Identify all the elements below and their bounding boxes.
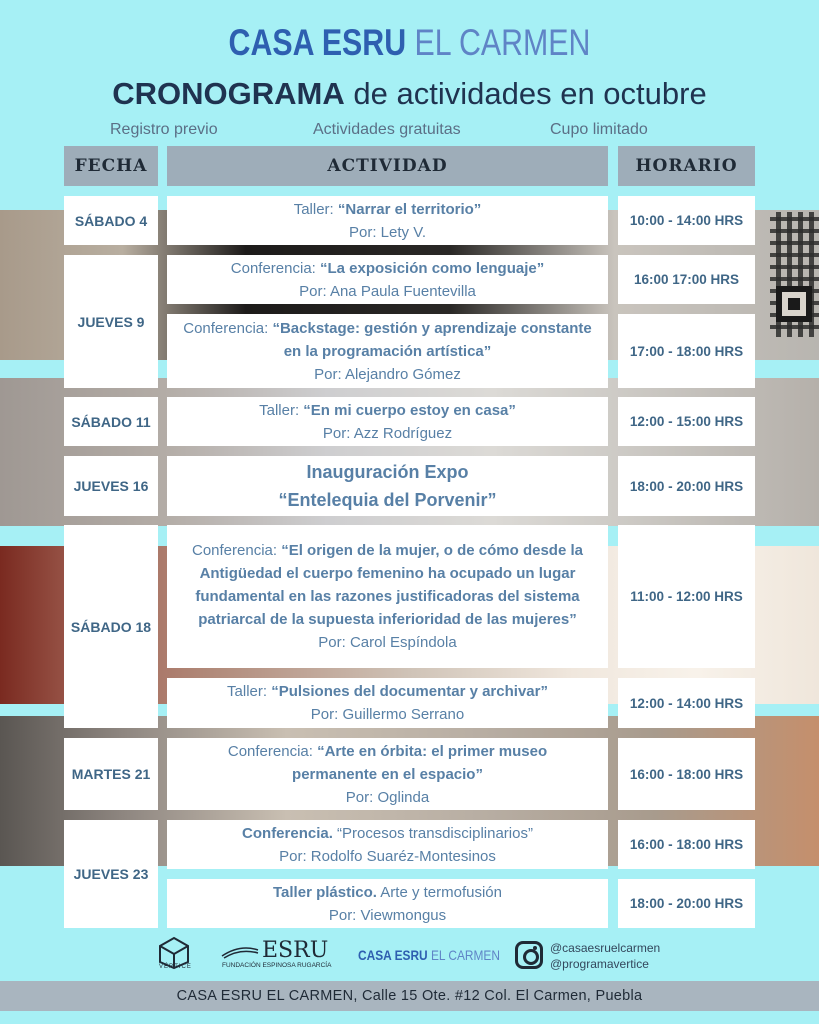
activity-cell: Conferencia: “La exposición como lenguaje” Por: Ana Paula Fuentevilla <box>167 255 608 304</box>
time-cell: 12:00 - 15:00 HRS <box>618 397 755 446</box>
title-rest: de actividades en octubre <box>353 76 707 111</box>
social-handle: @programavertice <box>550 957 649 971</box>
activity-cell: Taller: “En mi cuerpo estoy en casa” Por: Azz Rodríguez <box>167 397 608 446</box>
time-cell: 10:00 - 14:00 HRS <box>618 196 755 245</box>
date-cell: JUEVES 23 <box>64 820 158 928</box>
time-cell: 16:00 17:00 HRS <box>618 255 755 304</box>
note-registration: Registro previo <box>110 121 218 138</box>
date-cell: MARTES 21 <box>64 738 158 810</box>
brand-part1: CASA ESRU <box>228 22 407 63</box>
column-header-activity: ACTIVIDAD <box>167 146 608 186</box>
footer-brand: CASA ESRU EL CARMEN <box>358 947 500 963</box>
note-limited: Cupo limitado <box>550 121 648 138</box>
activity-cell: Conferencia: “El origen de la mujer, o de cómo desde la Antigüedad el cuerpo femenino ha ocupado un lugar fundamental en las razones justificadoras del sistema patriarcal de la supuesta inferioridad de las mujeres” Por: Carol Espíndola <box>167 525 608 668</box>
activity-cell: Taller: “Pulsiones del documentar y archivar” Por: Guillermo Serrano <box>167 678 608 728</box>
activity-cell: Conferencia: “Arte en órbita: el primer museo permanente en el espacio” Por: Oglinda <box>167 738 608 810</box>
time-cell: 18:00 - 20:00 HRS <box>618 879 755 928</box>
instagram-icon <box>515 941 543 969</box>
date-cell: SÁBADO 18 <box>64 525 158 728</box>
activity-cell: Conferencia. “Procesos transdisciplinarios” Por: Rodolfo Suaréz-Montesinos <box>167 820 608 869</box>
date-cell: JUEVES 16 <box>64 456 158 516</box>
esru-swoosh-icon <box>220 942 260 960</box>
time-cell: 16:00 - 18:00 HRS <box>618 738 755 810</box>
time-cell: 17:00 - 18:00 HRS <box>618 314 755 388</box>
time-cell: 16:00 - 18:00 HRS <box>618 820 755 869</box>
note-free: Actividades gratuitas <box>313 121 461 138</box>
date-cell: JUEVES 9 <box>64 255 158 388</box>
column-header-time: HORARIO <box>618 146 755 186</box>
time-cell: 12:00 - 14:00 HRS <box>618 678 755 728</box>
esru-subtitle: FUNDACIÓN ESPINOSA RUGARCÍA <box>222 962 332 969</box>
time-cell: 11:00 - 12:00 HRS <box>618 525 755 668</box>
activity-cell: Taller plástico. Arte y termofusión Por: Viewmongus <box>167 879 608 928</box>
time-cell: 18:00 - 20:00 HRS <box>618 456 755 516</box>
date-cell: SÁBADO 11 <box>64 397 158 446</box>
address-bar: CASA ESRU EL CARMEN, Calle 15 Ote. #12 Col. El Carmen, Puebla <box>0 981 819 1011</box>
activity-cell: Conferencia: “Backstage: gestión y aprendizaje constante en la programación artística” Por: Alejandro Gómez <box>167 314 608 388</box>
esru-logo: ESRU <box>262 938 329 963</box>
page-title <box>0 76 819 112</box>
vertice-label: VÉRTICE <box>159 964 192 970</box>
brand-part2: EL CARMEN <box>414 22 591 63</box>
qr-finder-icon <box>776 286 812 322</box>
brand-title <box>74 22 746 64</box>
date-cell: SÁBADO 4 <box>64 196 158 245</box>
social-handle: @casaesruelcarmen <box>550 941 661 955</box>
column-header-date: FECHA <box>64 146 158 186</box>
activity-cell: Taller: “Narrar el territorio” Por: Lety V. <box>167 196 608 245</box>
title-bold: CRONOGRAMA <box>112 76 345 111</box>
activity-cell: Inauguración Expo “Entelequia del Porvenir” <box>167 456 608 516</box>
